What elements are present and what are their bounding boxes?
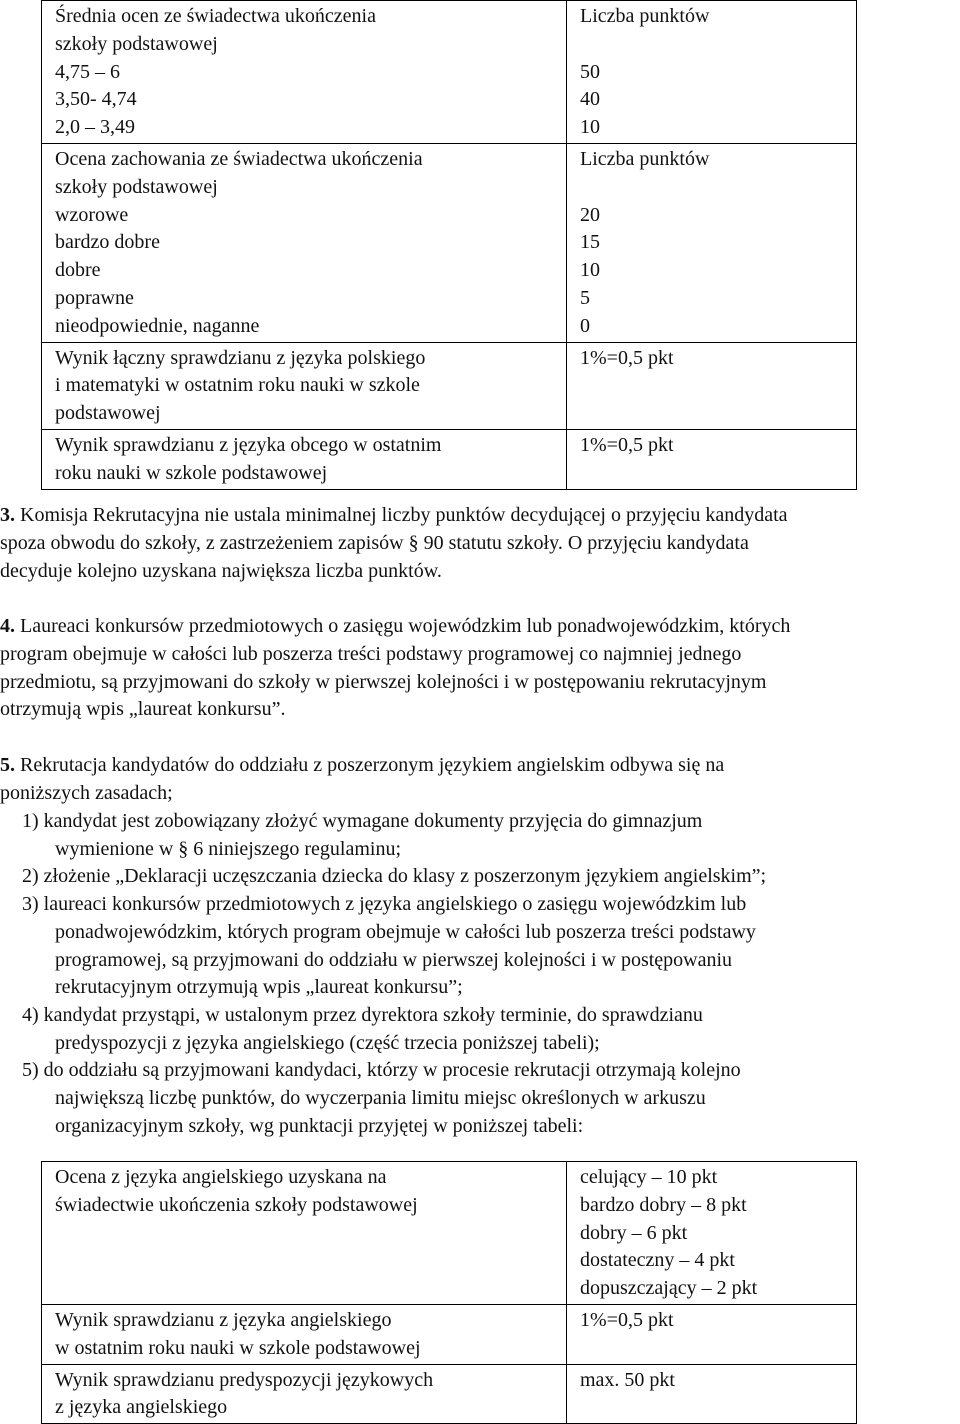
cell-line: Ocena zachowania ze świadectwa ukończenia (55, 147, 423, 170)
cell-line: 1%=0,5 pkt (580, 346, 674, 369)
cell-line: 10 (580, 259, 600, 282)
cell-line: dostateczny – 4 pkt (580, 1249, 735, 1272)
cell-line: dobre (55, 259, 101, 282)
cell-line: Liczba punktów (580, 5, 710, 27)
paragraph-line: poniższych zasadach; (0, 781, 173, 804)
cell-line: szkoły podstawowej (55, 175, 218, 198)
list-item-continuation: predyspozycji z języka angielskiego (część trzecia poniższej tabeli); (55, 1031, 600, 1054)
cell-line: Wynik sprawdzianu z języka angielskiego (55, 1308, 392, 1331)
cell-line: 2,0 – 3,49 (55, 116, 135, 139)
paragraph-line (0, 752, 960, 780)
paragraph-text: Rekrutacja kandydatów do oddziału z poszerzonym językiem angielskim odbywa się na (15, 754, 725, 776)
paragraph-line: decyduje kolejno uzyskana największa liczba punktów. (0, 559, 442, 582)
cell-line: 4,75 – 6 (55, 60, 120, 83)
list-item-continuation: organizacyjnym szkoły, wg punktacji przyjętej w poniższej tabeli: (55, 1114, 584, 1137)
table-cell-criterion (42, 342, 567, 429)
list-item-continuation: programowej, są przyjmowani do oddziału w pierwszej kolejności i w postępowaniu (55, 948, 733, 971)
cell-line: bardzo dobre (55, 231, 160, 254)
cell-line: 5 (580, 286, 590, 309)
list-item-text: 4) kandydat przystąpi, w ustalonym przez dyrektora szkoły terminie, do sprawdzianu (22, 1004, 703, 1026)
cell-line: 10 (580, 116, 600, 139)
cell-line: nieodpowiednie, naganne (55, 314, 260, 337)
table-row (42, 143, 857, 342)
table-row (42, 1364, 857, 1424)
cell-line: z języka angielskiego (55, 1396, 228, 1419)
cell-line: wzorowe (55, 203, 129, 226)
table-cell-criterion (42, 143, 567, 342)
list-item (22, 1057, 952, 1140)
cell-line: świadectwie ukończenia szkoły podstawowej (55, 1193, 418, 1216)
table-cell-points (567, 429, 857, 489)
list-item (22, 1002, 952, 1058)
list-item-text: 2) złożenie „Deklaracji uczęszczania dziecka do klasy z poszerzonym językiem angielskim”; (22, 865, 767, 887)
cell-line: dopuszczający – 2 pkt (580, 1277, 758, 1300)
paragraph-4 (0, 613, 960, 724)
list-item (22, 808, 952, 864)
table-cell-points (567, 1364, 857, 1424)
paragraph-line (0, 502, 960, 530)
cell-line: Ocena z języka angielskiego uzyskana na (55, 1166, 387, 1188)
cell-line: w ostatnim roku nauki w szkole podstawowej (55, 1336, 421, 1359)
paragraph-3 (0, 502, 960, 585)
cell-line: Liczba punktów (580, 147, 710, 170)
table-cell-points (567, 1162, 857, 1305)
list-item (22, 891, 952, 1002)
paragraph-line: otrzymują wpis „laureat konkursu”. (0, 698, 286, 721)
paragraph-number: 5. (0, 754, 15, 776)
cell-line: Wynik łączny sprawdzianu z języka polskiego (55, 346, 426, 369)
cell-line: 50 (580, 60, 600, 83)
list-item-text: 3) laureaci konkursów przedmiotowych z języka angielskiego o zasięgu wojewódzkim lub (22, 893, 747, 915)
list-item-continuation: ponadwojewódzkim, których program obejmuje w całości lub poszerza treści podstawy (55, 920, 756, 943)
paragraph-5 (0, 752, 960, 808)
paragraph-number: 3. (0, 504, 15, 526)
cell-line: szkoły podstawowej (55, 32, 218, 55)
cell-line: roku nauki w szkole podstawowej (55, 461, 328, 484)
table-cell-criterion (42, 1162, 567, 1305)
cell-line: max. 50 pkt (580, 1368, 675, 1391)
scoring-table-english (41, 1161, 857, 1424)
table-cell-points (567, 1, 857, 144)
cell-line: Średnia ocen ze świadectwa ukończenia (55, 5, 376, 27)
table-row (42, 1, 857, 144)
table-cell-points (567, 1304, 857, 1364)
table-row (42, 429, 857, 489)
list-item-text: 1) kandydat jest zobowiązany złożyć wymagane dokumenty przyjęcia do gimnazjum (22, 810, 703, 832)
cell-line: poprawne (55, 286, 134, 309)
table-cell-points (567, 143, 857, 342)
cell-line: 1%=0,5 pkt (580, 433, 674, 456)
table-cell-criterion (42, 1, 567, 144)
table-row (42, 342, 857, 429)
cell-line: celujący – 10 pkt (580, 1166, 718, 1188)
cell-line: 1%=0,5 pkt (580, 1308, 674, 1331)
list-item-text: 5) do oddziału są przyjmowani kandydaci, którzy w procesie rekrutacji otrzymają kolejno (22, 1059, 741, 1081)
cell-line: 3,50- 4,74 (55, 88, 137, 111)
paragraph-number: 4. (0, 615, 15, 637)
cell-line: 20 (580, 203, 600, 226)
scoring-table-general (41, 0, 857, 490)
list-item (22, 863, 952, 891)
paragraph-line: przedmiotu, są przyjmowani do szkoły w pierwszej kolejności i w postępowaniu rekrutacyjnym (0, 670, 767, 693)
list-item-continuation: rekrutacyjnym otrzymują wpis „laureat konkursu”; (55, 976, 463, 999)
table-cell-criterion (42, 1364, 567, 1424)
paragraph-line: program obejmuje w całości lub poszerza treści podstawy programowej co najmniej jednego (0, 642, 742, 665)
table-cell-criterion (42, 429, 567, 489)
paragraph-line (0, 613, 960, 641)
table-row (42, 1304, 857, 1364)
table-cell-criterion (42, 1304, 567, 1364)
list-item-continuation: największą liczbę punktów, do wyczerpania limitu miejsc określonych w arkuszu (55, 1086, 706, 1109)
paragraph-text: Laureaci konkursów przedmiotowych o zasięgu wojewódzkim lub ponadwojewódzkim, których (15, 615, 791, 637)
list-item-continuation: wymienione w § 6 niniejszego regulaminu; (55, 837, 402, 860)
cell-line: i matematyki w ostatnim roku nauki w szkole (55, 374, 420, 397)
cell-line: dobry – 6 pkt (580, 1221, 688, 1244)
cell-line: bardzo dobry – 8 pkt (580, 1193, 747, 1216)
cell-line: Wynik sprawdzianu predyspozycji językowych (55, 1368, 434, 1391)
cell-line: 15 (580, 231, 600, 254)
table-row (42, 1162, 857, 1305)
table-cell-points (567, 342, 857, 429)
cell-line: 40 (580, 88, 600, 111)
cell-line: 0 (580, 314, 590, 337)
cell-line: podstawowej (55, 402, 161, 425)
cell-line: Wynik sprawdzianu z języka obcego w ostatnim (55, 433, 442, 456)
paragraph-line: spoza obwodu do szkoły, z zastrzeżeniem zapisów § 90 statutu szkoły. O przyjęciu kandydata (0, 531, 749, 554)
paragraph-text: Komisja Rekrutacyjna nie ustala minimalnej liczby punktów decydującej o przyjęciu kandydata (15, 504, 788, 526)
